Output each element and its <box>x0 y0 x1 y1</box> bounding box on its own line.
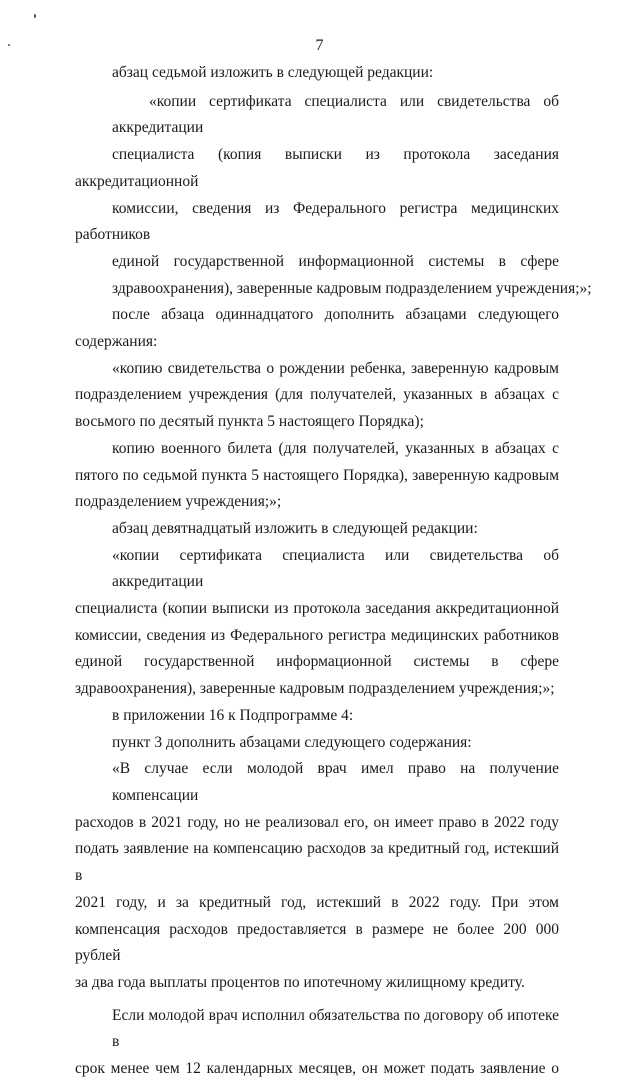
text-line: абзац девятнадцатый изложить в следующей редакции: <box>112 519 478 537</box>
text-line: расходов в 2021 году, но не реализовал его, он имеет право в 2022 году <box>75 813 559 831</box>
text-line: здравоохранения), заверенные кадровым подразделением учреждения;»; <box>75 680 555 698</box>
text-line: восьмого по десятый пункта 5 настоящего Порядка); <box>75 413 424 431</box>
text-line: подразделением учреждения (для получателей, указанных в абзацах с <box>75 386 559 404</box>
paragraph <box>75 60 559 87</box>
text-line: «копию свидетельства о рождении ребенка, заверенную кадровым <box>112 359 559 377</box>
text-line: «копии сертификата специалиста или свидетельства об аккредитации <box>112 92 559 137</box>
paragraph <box>75 756 559 996</box>
text-line: пятого по седьмой пункта 5 настоящего Порядка), заверенную кадровым <box>75 466 559 484</box>
text-line: комиссии, сведения из Федерального регистра медицинских работников <box>75 199 559 244</box>
paragraph <box>75 703 559 730</box>
text-line: компенсация расходов предоставляется в размере не более 200 000 рублей <box>75 920 559 965</box>
paragraph <box>75 436 559 516</box>
text-line: абзац седьмой изложить в следующей редакции: <box>112 64 434 81</box>
text-line: комиссии, сведения из Федерального регистра медицинских работников <box>75 626 559 644</box>
paragraph <box>75 89 592 303</box>
paragraph <box>75 356 559 436</box>
text-line: здравоохранения), заверенные кадровым подразделением учреждения;»; <box>112 279 592 297</box>
text-line: специалиста (копия выписки из протокола заседания аккредитационной <box>75 146 559 190</box>
text-line: единой государственной информационной системы в сфере <box>112 252 559 270</box>
text-line: специалиста (копии выписки из протокола заседания аккредитационной <box>75 600 559 618</box>
text-line: копию военного билета (для получателей, указанных в абзацах с <box>112 439 559 457</box>
text-line: за два года выплаты процентов по ипотечному жилищному кредиту. <box>75 973 525 991</box>
paragraph <box>75 516 559 543</box>
text-line: 2021 году, и за кредитный год, истекший в 2022 году. При этом <box>75 893 559 911</box>
text-line: «копии сертификата специалиста или свидетельства об аккредитации <box>112 546 559 591</box>
text-line: пункт 3 дополнить абзацами следующего содержания: <box>112 733 472 751</box>
text-line: Если молодой врач исполнил обязательства по договору об ипотеке в <box>112 1006 559 1051</box>
text-line: содержания: <box>75 333 158 351</box>
text-line: подать заявление на компенсацию расходов за кредитный год, истекший в <box>75 840 559 885</box>
paragraph <box>75 302 559 355</box>
page-number: 7 <box>315 37 324 54</box>
text-line: единой государственной информационной системы в сфере <box>75 653 559 671</box>
text-line: после абзаца одиннадцатого дополнить абзацами следующего <box>112 306 559 324</box>
document-body <box>75 60 592 1083</box>
paragraph <box>75 543 559 703</box>
paragraph <box>75 730 559 757</box>
text-line: «В случае если молодой врач имел право на получение компенсации <box>112 760 559 804</box>
text-line: в приложении 16 к Подпрограмме 4: <box>112 706 354 724</box>
scan-mark <box>34 14 36 18</box>
text-line: подразделением учреждения;»; <box>75 493 282 511</box>
text-line: срок менее чем 12 календарных месяцев, он может подать заявление о <box>75 1060 559 1078</box>
paragraph <box>75 1003 559 1083</box>
